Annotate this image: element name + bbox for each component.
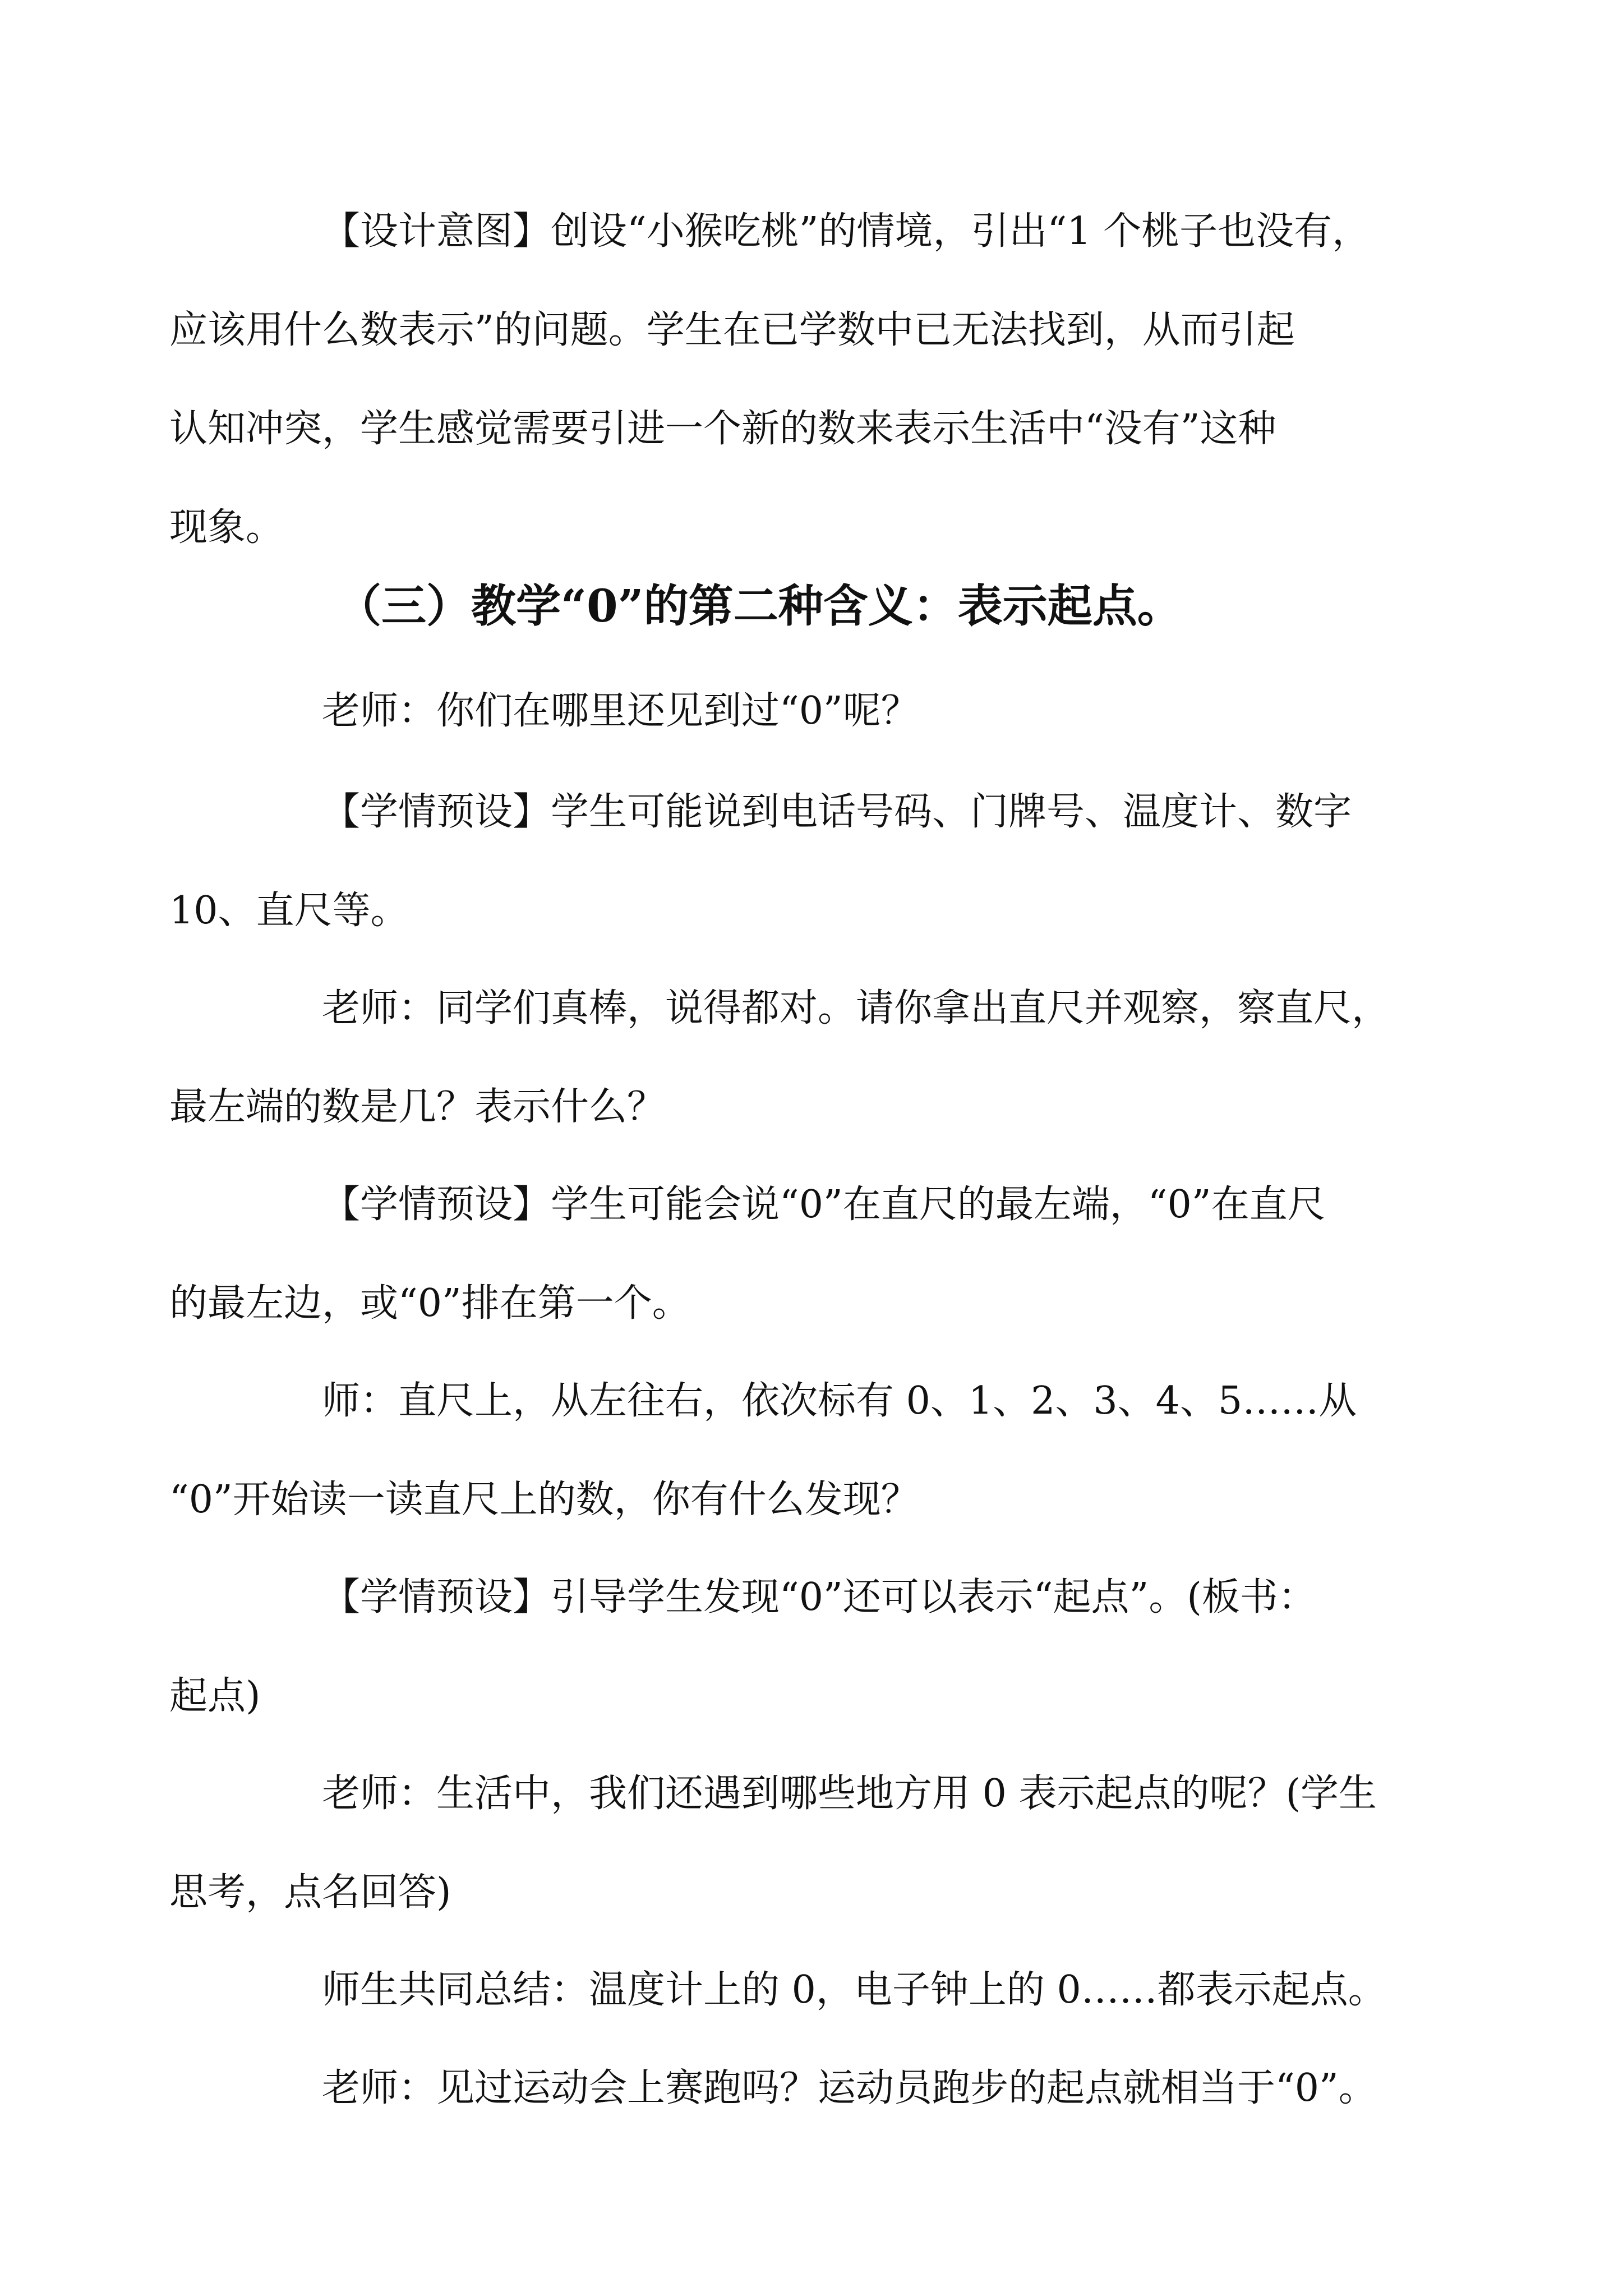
design-intent-paragraph bbox=[169, 182, 1390, 577]
paragraph-line: 【设计意图】创设“小猴吃桃”的情境，引出“1 个桃子也没有， bbox=[322, 209, 1371, 254]
paragraph-line: 老师：你们在哪里还见到过“0”呢？ bbox=[322, 689, 919, 733]
preset-paragraph bbox=[169, 763, 1390, 960]
paragraph-line: 思考，点名回答) bbox=[169, 1870, 451, 1915]
paragraph-line: 起点) bbox=[169, 1674, 261, 1718]
paragraph-line: “0”开始读一读直尺上的数，你有什么发现？ bbox=[169, 1478, 919, 1522]
teacher-question-paragraph bbox=[169, 1352, 1390, 1549]
paragraph-line: 最左端的数是几？表示什么？ bbox=[169, 1085, 666, 1129]
teacher-question-paragraph bbox=[169, 1745, 1390, 1942]
paragraph-line: 的最左边，或“0”排在第一个。 bbox=[169, 1281, 690, 1326]
section-heading: （三）教学“0”的第二种含义：表示起点。 bbox=[336, 579, 1182, 632]
preset-paragraph bbox=[169, 1548, 1390, 1746]
teacher-question-paragraph bbox=[169, 959, 1390, 1157]
paragraph-line: 老师：见过运动会上赛跑吗？运动员跑步的起点就相当于“0”。 bbox=[322, 2066, 1377, 2110]
teacher-question-paragraph bbox=[246, 662, 1390, 761]
preset-paragraph bbox=[169, 1156, 1390, 1353]
paragraph-line: 【学情预设】引导学生发现“0”还可以表示“起点”。(板书： bbox=[322, 1575, 1316, 1619]
teacher-question-paragraph bbox=[246, 2039, 1390, 2138]
paragraph-line: 应该用什么数表示”的问题。学生在已学数中已无法找到，从而引起 bbox=[169, 308, 1295, 352]
paragraph-line: 【学情预设】学生可能说到电话号码、门牌号、温度计、数字 bbox=[322, 790, 1352, 834]
paragraph-line: 10、直尺等。 bbox=[169, 889, 409, 933]
paragraph-line: 【学情预设】学生可能会说“0”在直尺的最左端，“0”在直尺 bbox=[322, 1182, 1326, 1227]
paragraph-line: 老师：同学们真棒，说得都对。请你拿出直尺并观察，察直尺， bbox=[322, 986, 1390, 1030]
paragraph-line: 师：直尺上，从左往右，依次标有 0、1、2、3、4、5……从 bbox=[322, 1379, 1357, 1423]
paragraph-line: 老师：生活中，我们还遇到哪些地方用 0 表示起点的呢？(学生 bbox=[322, 1772, 1377, 1816]
paragraph-line: 认知冲突，学生感觉需要引进一个新的数来表示生活中“没有”这种 bbox=[169, 407, 1276, 451]
summary-paragraph bbox=[246, 1941, 1390, 2040]
paragraph-line: 师生共同总结：温度计上的 0，电子钟上的 0……都表示起点。 bbox=[322, 1968, 1386, 2012]
paragraph-line: 现象。 bbox=[169, 505, 284, 550]
